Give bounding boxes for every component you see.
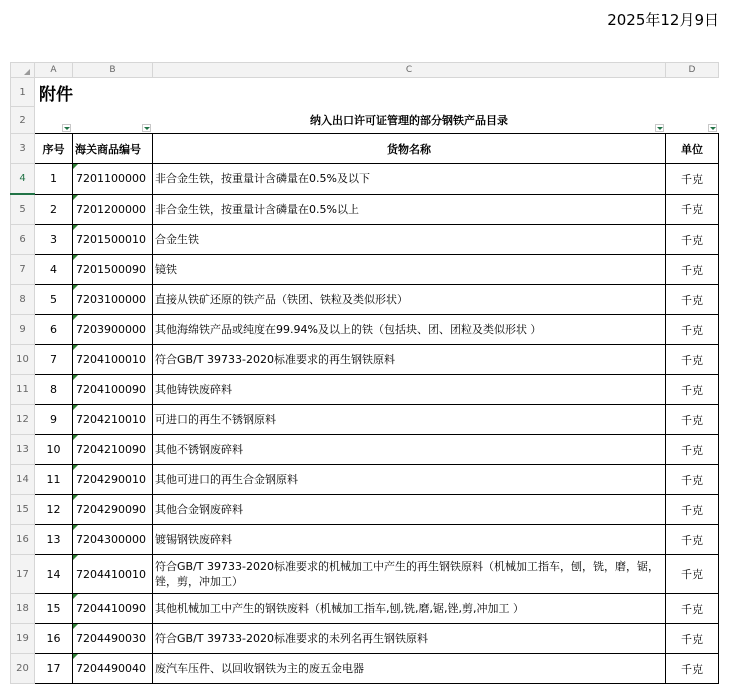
number-as-text-indicator-icon	[73, 225, 78, 230]
header-seq[interactable]: 序号	[35, 134, 73, 164]
table-row	[11, 255, 719, 285]
code-text: 7204210010	[76, 413, 146, 426]
code-text: 7203100000	[76, 293, 146, 306]
table-row	[11, 345, 719, 375]
name-cell[interactable]: 符合GB/T 39733-2020标准要求的未列名再生钢铁原料	[153, 624, 666, 654]
row-number[interactable]: 19	[11, 624, 35, 654]
code-cell[interactable]	[73, 375, 153, 405]
table-title[interactable]	[153, 107, 666, 134]
unit-cell[interactable]: 千克	[666, 555, 719, 594]
code-text: 7204210090	[76, 443, 146, 456]
select-all-icon	[24, 69, 30, 75]
name-cell[interactable]: 非合金生铁，按重量计含磷量在0.5%以上	[153, 194, 666, 225]
row-number[interactable]: 2	[11, 107, 35, 134]
table-row	[11, 525, 719, 555]
unit-cell[interactable]: 千克	[666, 435, 719, 465]
code-cell[interactable]	[73, 525, 153, 555]
seq-cell[interactable]: 11	[35, 465, 73, 495]
unit-cell[interactable]: 千克	[666, 624, 719, 654]
header-name[interactable]: 货物名称	[153, 134, 666, 164]
seq-cell[interactable]: 16	[35, 624, 73, 654]
seq-cell[interactable]: 13	[35, 525, 73, 555]
column-header-a[interactable]: A	[35, 63, 73, 78]
table-row	[11, 315, 719, 345]
filter-cell[interactable]	[666, 107, 719, 134]
name-cell[interactable]: 其他铸铁废碎料	[153, 375, 666, 405]
name-cell[interactable]: 符合GB/T 39733-2020标准要求的机械加工中产生的再生钢铁原料（机械加工指车，刨，铣，磨，锯，锉，剪，冲加工）	[153, 555, 666, 594]
row-number[interactable]: 9	[11, 315, 35, 345]
select-all-corner[interactable]	[11, 63, 35, 78]
table-row	[11, 194, 719, 225]
code-text: 7204300000	[76, 533, 146, 546]
code-text: 7201500010	[76, 233, 146, 246]
seq-cell[interactable]: 5	[35, 285, 73, 315]
table-row	[11, 225, 719, 255]
document-date: 2025年12月9日	[607, 11, 719, 29]
name-cell[interactable]: 废汽车压件、以回收钢铁为主的废五金电器	[153, 654, 666, 684]
header-unit[interactable]: 单位	[666, 134, 719, 164]
code-cell[interactable]	[73, 345, 153, 375]
row-number[interactable]: 18	[11, 594, 35, 624]
code-text: 7201100000	[76, 172, 146, 186]
number-as-text-indicator-icon	[73, 495, 78, 500]
code-text: 7204490040	[76, 662, 146, 675]
unit-cell[interactable]: 千克	[666, 654, 719, 684]
unit-cell[interactable]: 千克	[666, 495, 719, 525]
seq-cell[interactable]: 1	[35, 164, 73, 195]
header-row	[11, 134, 719, 164]
row-number[interactable]: 11	[11, 375, 35, 405]
unit-cell[interactable]: 千克	[666, 194, 719, 225]
unit-cell[interactable]: 千克	[666, 405, 719, 435]
table-row	[11, 654, 719, 684]
row-number[interactable]: 14	[11, 465, 35, 495]
number-as-text-indicator-icon	[73, 525, 78, 530]
unit-cell[interactable]: 千克	[666, 594, 719, 624]
number-as-text-indicator-icon	[73, 624, 78, 629]
filter-dropdown-icon[interactable]	[142, 124, 151, 132]
row-number[interactable]: 8	[11, 285, 35, 315]
row-number[interactable]: 12	[11, 405, 35, 435]
seq-cell[interactable]: 10	[35, 435, 73, 465]
code-cell[interactable]	[73, 495, 153, 525]
code-cell[interactable]	[73, 285, 153, 315]
code-cell[interactable]	[73, 225, 153, 255]
unit-cell[interactable]: 千克	[666, 225, 719, 255]
name-cell[interactable]: 符合GB/T 39733-2020标准要求的再生钢铁原料	[153, 345, 666, 375]
seq-cell[interactable]: 7	[35, 345, 73, 375]
table-row	[11, 164, 719, 195]
table-title-text: 纳入出口许可证管理的部分钢铁产品目录	[310, 113, 508, 127]
number-as-text-indicator-icon	[73, 555, 78, 560]
seq-cell[interactable]: 9	[35, 405, 73, 435]
seq-cell[interactable]: 15	[35, 594, 73, 624]
seq-cell[interactable]: 12	[35, 495, 73, 525]
table-row	[11, 555, 719, 594]
seq-cell[interactable]: 2	[35, 194, 73, 225]
row-number[interactable]: 1	[11, 78, 35, 107]
name-cell[interactable]: 镀锡钢铁废碎料	[153, 525, 666, 555]
seq-cell[interactable]: 14	[35, 555, 73, 594]
code-text: 7204100090	[76, 383, 146, 396]
number-as-text-indicator-icon	[73, 255, 78, 260]
code-text: 7204410090	[76, 602, 146, 615]
spreadsheet-grid	[10, 62, 719, 684]
number-as-text-indicator-icon	[73, 435, 78, 440]
code-text: 7201500090	[76, 263, 146, 276]
unit-cell[interactable]: 千克	[666, 164, 719, 195]
unit-cell[interactable]: 千克	[666, 285, 719, 315]
seq-cell[interactable]: 6	[35, 315, 73, 345]
code-cell[interactable]	[73, 194, 153, 225]
row-number[interactable]: 20	[11, 654, 35, 684]
name-cell[interactable]: 直接从铁矿还原的铁产品（铁团、铁粒及类似形状）	[153, 285, 666, 315]
code-cell[interactable]	[73, 405, 153, 435]
name-cell[interactable]: 非合金生铁，按重量计含磷量在0.5%及以下	[153, 164, 666, 195]
table-row	[11, 465, 719, 495]
attachment-label[interactable]: 附件	[39, 84, 73, 105]
code-text: 7203900000	[76, 323, 146, 336]
code-text: 7204290090	[76, 503, 146, 516]
sheet-row	[11, 107, 719, 134]
name-cell[interactable]: 其他合金钢废碎料	[153, 495, 666, 525]
name-cell[interactable]: 其他可进口的再生合金钢原料	[153, 465, 666, 495]
code-cell[interactable]	[73, 594, 153, 624]
code-text: 7204290010	[76, 473, 146, 486]
number-as-text-indicator-icon	[73, 375, 78, 380]
sheet-row	[11, 78, 719, 107]
column-header-c[interactable]: C	[153, 63, 666, 78]
filter-dropdown-icon[interactable]	[655, 124, 664, 132]
code-text: 7204100010	[76, 353, 146, 366]
table-row	[11, 594, 719, 624]
table-row	[11, 624, 719, 654]
code-cell[interactable]	[73, 255, 153, 285]
name-cell[interactable]: 合金生铁	[153, 225, 666, 255]
row-number[interactable]: 13	[11, 435, 35, 465]
number-as-text-indicator-icon	[73, 405, 78, 410]
code-cell[interactable]	[73, 654, 153, 684]
table-row	[11, 375, 719, 405]
number-as-text-indicator-icon	[73, 654, 78, 659]
row-number[interactable]: 7	[11, 255, 35, 285]
row-number[interactable]: 4	[11, 164, 35, 195]
code-cell[interactable]	[73, 624, 153, 654]
row-number[interactable]: 16	[11, 525, 35, 555]
row-number[interactable]: 15	[11, 495, 35, 525]
number-as-text-indicator-icon	[73, 164, 78, 169]
number-as-text-indicator-icon	[73, 594, 78, 599]
code-text: 7201200000	[76, 202, 146, 216]
seq-cell[interactable]: 17	[35, 654, 73, 684]
name-cell[interactable]: 镜铁	[153, 255, 666, 285]
row-number[interactable]: 6	[11, 225, 35, 255]
filter-dropdown-icon[interactable]	[62, 124, 71, 132]
unit-cell[interactable]: 千克	[666, 315, 719, 345]
code-text: 7204490030	[76, 632, 146, 645]
row-number[interactable]: 3	[11, 134, 35, 164]
code-cell[interactable]	[73, 555, 153, 594]
name-cell[interactable]: 其他不锈钢废碎料	[153, 435, 666, 465]
filter-dropdown-icon[interactable]	[708, 124, 717, 132]
column-header-b[interactable]: B	[73, 63, 153, 78]
column-header-d[interactable]: D	[666, 63, 719, 78]
unit-cell[interactable]: 千克	[666, 465, 719, 495]
name-cell[interactable]: 可进口的再生不锈钢原料	[153, 405, 666, 435]
code-cell[interactable]	[73, 465, 153, 495]
unit-cell[interactable]: 千克	[666, 255, 719, 285]
table-row	[11, 495, 719, 525]
table-row	[11, 405, 719, 435]
number-as-text-indicator-icon	[73, 465, 78, 470]
table-row	[11, 435, 719, 465]
name-cell[interactable]: 其他海绵铁产品或纯度在99.94%及以上的铁（包括块、团、团粒及类似形状 ）	[153, 315, 666, 345]
code-cell[interactable]	[73, 315, 153, 345]
number-as-text-indicator-icon	[73, 315, 78, 320]
code-text: 7204410010	[76, 567, 146, 581]
header-code[interactable]: 海关商品编号	[73, 134, 153, 164]
row-number[interactable]: 17	[11, 555, 35, 594]
number-as-text-indicator-icon	[73, 345, 78, 350]
filter-cell[interactable]	[35, 107, 73, 134]
row-number[interactable]: 5	[11, 194, 35, 225]
seq-cell[interactable]: 8	[35, 375, 73, 405]
seq-cell[interactable]: 4	[35, 255, 73, 285]
filter-cell[interactable]	[73, 107, 153, 134]
name-cell[interactable]: 其他机械加工中产生的钢铁废料（机械加工指车,刨,铣,磨,锯,锉,剪,冲加工 ）	[153, 594, 666, 624]
unit-cell[interactable]: 千克	[666, 525, 719, 555]
code-cell[interactable]	[73, 164, 153, 195]
number-as-text-indicator-icon	[73, 285, 78, 290]
column-header-row	[11, 63, 719, 78]
unit-cell[interactable]: 千克	[666, 345, 719, 375]
number-as-text-indicator-icon	[73, 195, 78, 200]
code-cell[interactable]	[73, 435, 153, 465]
row-number[interactable]: 10	[11, 345, 35, 375]
table-row	[11, 285, 719, 315]
unit-cell[interactable]: 千克	[666, 375, 719, 405]
seq-cell[interactable]: 3	[35, 225, 73, 255]
